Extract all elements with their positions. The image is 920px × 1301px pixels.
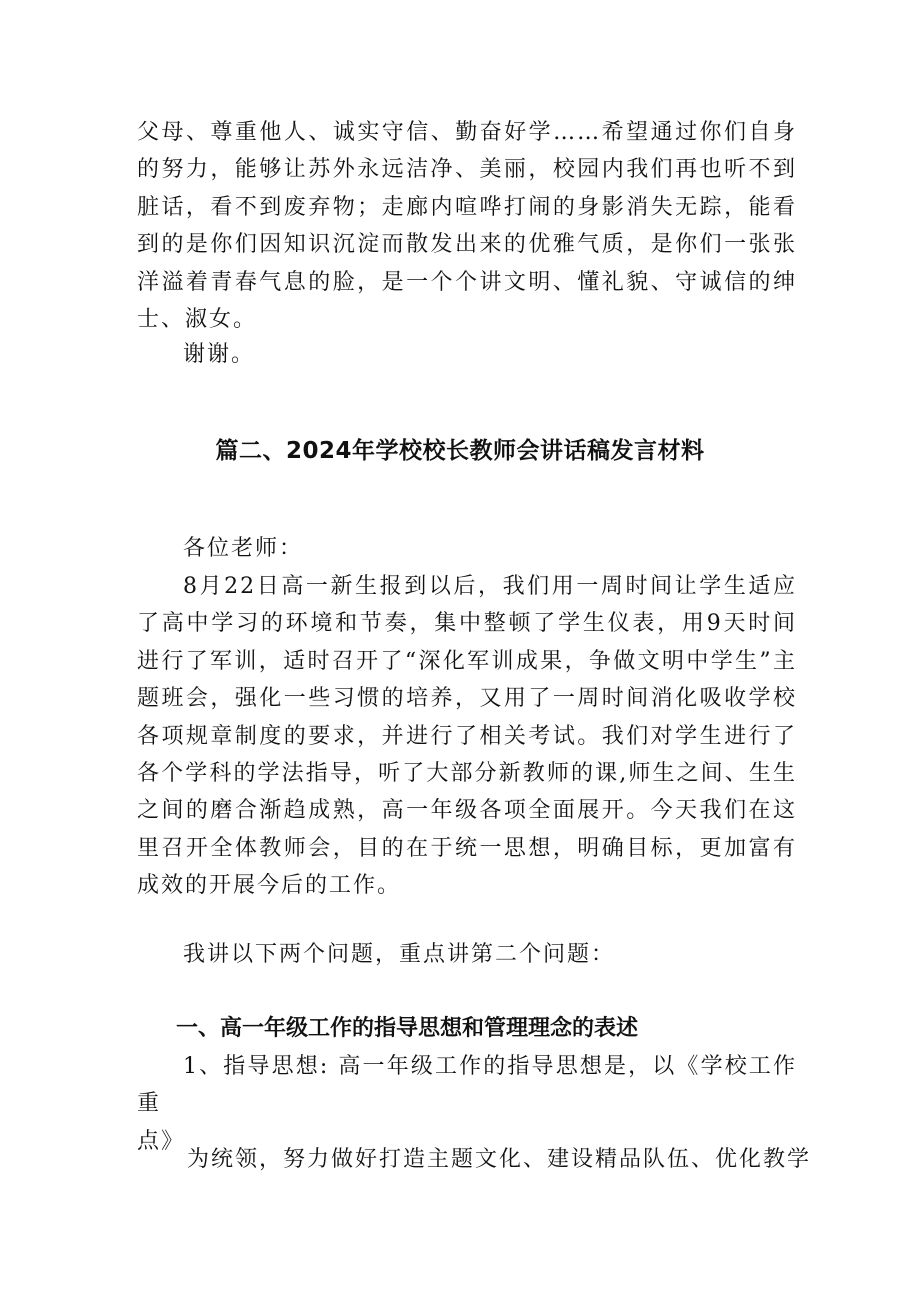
body-paragraph-text: 8月22日高一新生报到以后，我们用一周时间让学生适应了高中学习的环境和节奏，集中整顿了学生仪表，用9天时间进行了军训，适时召开了“深化军训成果，争做文明中学生”主题班会，强化一些习惯的培养，又用了一周时间消化吸收学校各项规章制度的要求，并进行了相关考试。我们对学生进行了各个学科的学法指导，听了大部分新教师的课,师生之间、生生之间的磨合渐趋成熟，高一年级各项全面展开。今天我们在这里召开全体教师会，目的在于统一思想，明确目标，更加富有成效的开展今后的工作。 — [137, 574, 797, 899]
salutation — [137, 530, 797, 567]
paragraph-text: 父母、尊重他人、诚实守信、勤奋好学……希望通过你们自身的努力，能够让苏外永远洁净、美丽，校园内我们再也听不到脏话，看不到废弃物；走廊内喧哗打闹的身影消失无踪，能看到的是你们因知识沉淀而散发出来的优雅气质，是你们一张张洋溢着青春气息的脸，是一个个讲文明、懂礼貌、守诚信的绅士、淑女。 — [137, 120, 797, 333]
subheading-guiding-ideology: 一、高一年级工作的指导思想和管理理念的表述 — [176, 1016, 639, 1041]
intro-line — [137, 936, 797, 973]
intro-text: 我讲以下两个问题，重点讲第二个问题： — [183, 942, 616, 967]
thanks-text: 谢谢。 — [183, 342, 256, 367]
closing-paragraph — [137, 114, 797, 338]
salutation-text: 各位老师： — [183, 536, 304, 561]
thanks-line — [137, 336, 797, 373]
section-title: 篇二、2024年学校校长教师会讲话稿发言材料 — [215, 438, 705, 464]
item-1-line-1: 1、指导思想: 高一年级工作的指导思想是，以《学校工作重 — [137, 1054, 797, 1117]
continuation-line: 为统领，努力做好打造主题文化、建设精品队伍、优化教学 — [187, 1147, 812, 1172]
item-1-line-2: 点》 — [137, 1128, 186, 1154]
body-paragraph — [137, 568, 797, 905]
